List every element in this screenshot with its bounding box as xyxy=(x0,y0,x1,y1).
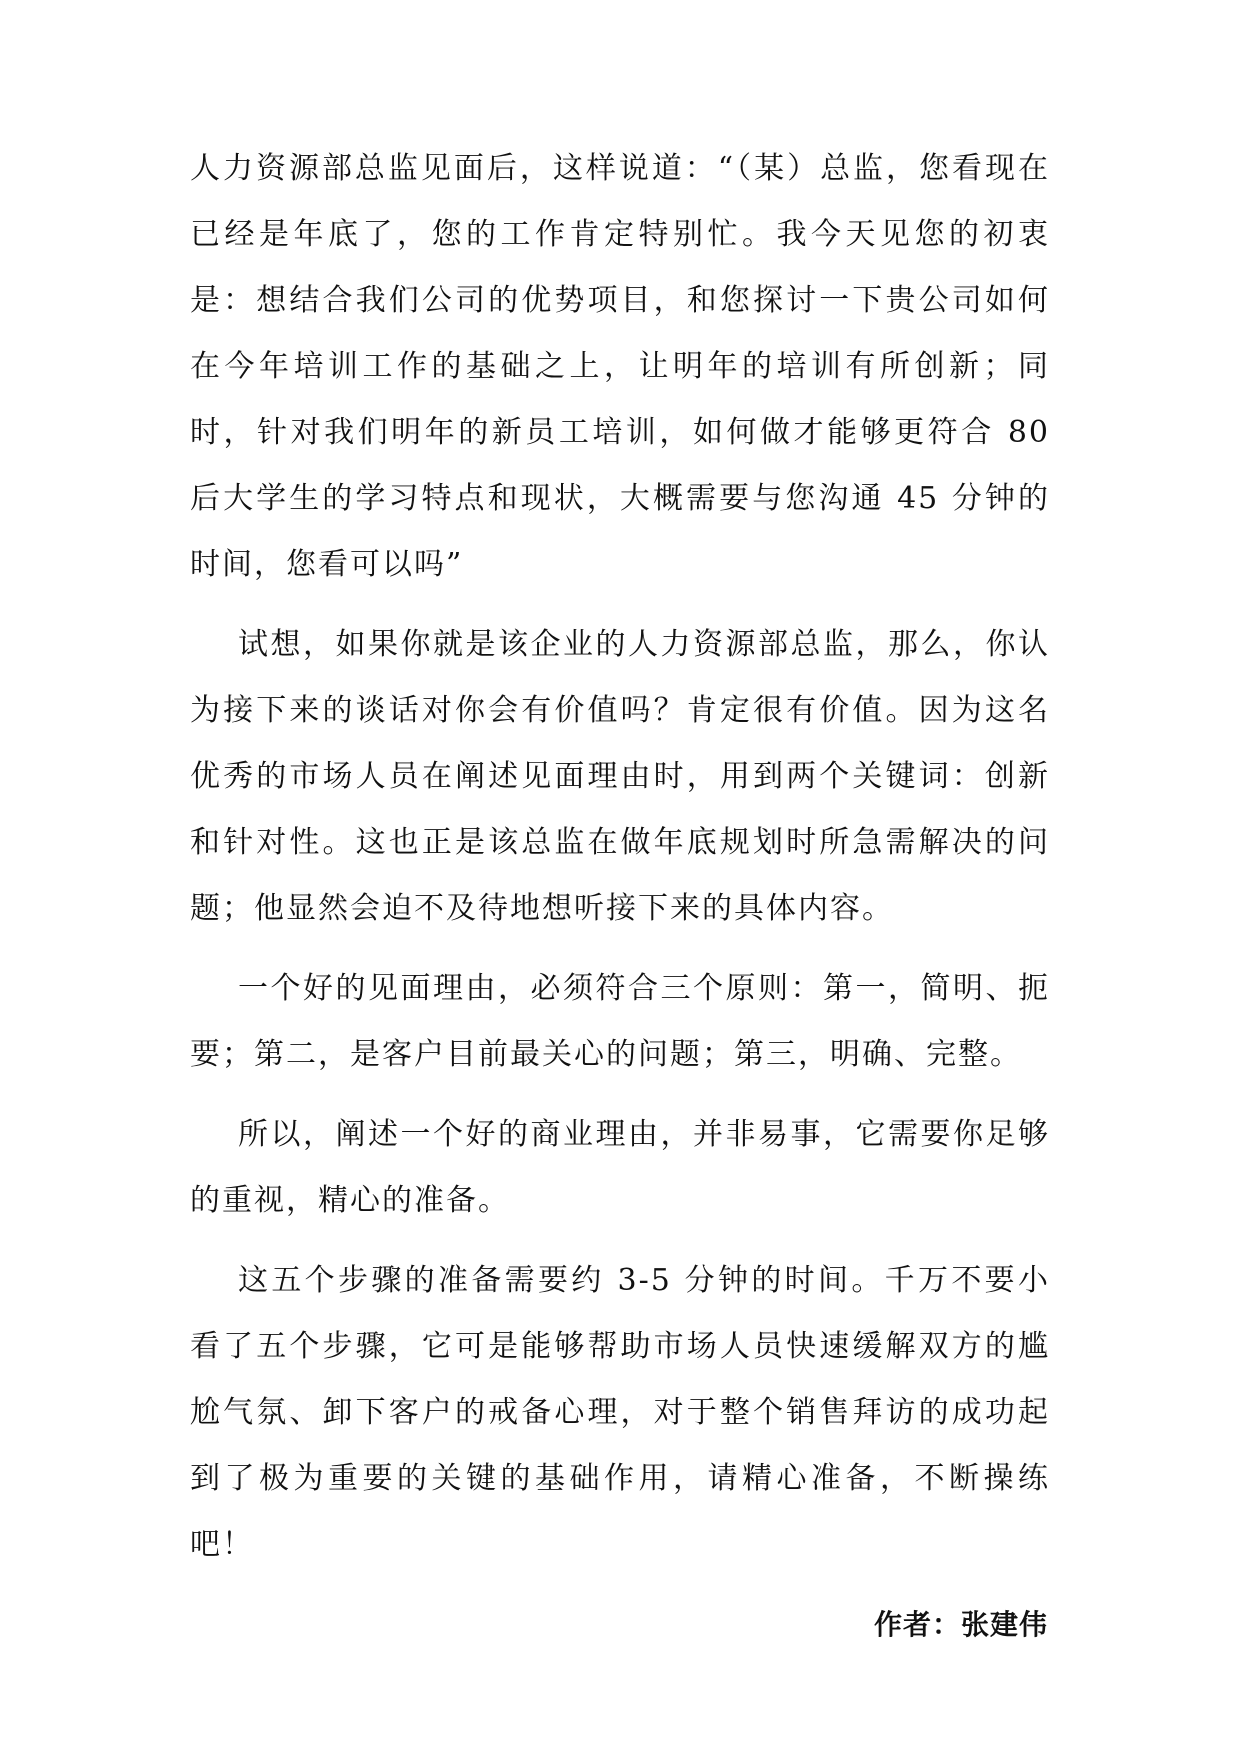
document-body xyxy=(190,136,1050,1658)
paragraph-five-steps: 这五个步骤的准备需要约 3-5 分钟的时间。千万不要小看了五个步骤，它可是能够帮助市场人员快速缓解双方的尴尬气氛、卸下客户的戒备心理，对于整个销售拜访的成功起到了极为重要的关键的基础作用，请精心准备，不断操练吧！ xyxy=(190,1263,1050,1562)
author-signature: 作者：张建伟 xyxy=(873,1608,1048,1641)
paragraph-intro-quote: 人力资源部总监见面后，这样说道：“（某）总监，您看现在已经是年底了，您的工作肯定特别忙。我今天见您的初衷是：想结合我们公司的优势项目，和您探讨一下贵公司如何在今年培训工作的基础之上，让明年的培训有所创新；同时，针对我们明年的新员工培训，如何做才能够更符合 80 后大学生的学习特点和现状，大概需要与您沟通 45 分钟的时间，您看可以吗” xyxy=(190,151,1050,582)
paragraph-careful-preparation: 所以，阐述一个好的商业理由，并非易事，它需要你足够的重视，精心的准备。 xyxy=(190,1117,1050,1218)
paragraph-value-analysis: 试想，如果你就是该企业的人力资源部总监，那么，你认为接下来的谈话对你会有价值吗？肯定很有价值。因为这名优秀的市场人员在阐述见面理由时，用到两个关键词：创新和针对性。这也正是该总监在做年底规划时所急需解决的问题；他显然会迫不及待地想听接下来的具体内容。 xyxy=(190,627,1050,926)
paragraph-three-principles: 一个好的见面理由，必须符合三个原则：第一，简明、扼要；第二，是客户目前最关心的问题；第三，明确、完整。 xyxy=(190,971,1050,1072)
